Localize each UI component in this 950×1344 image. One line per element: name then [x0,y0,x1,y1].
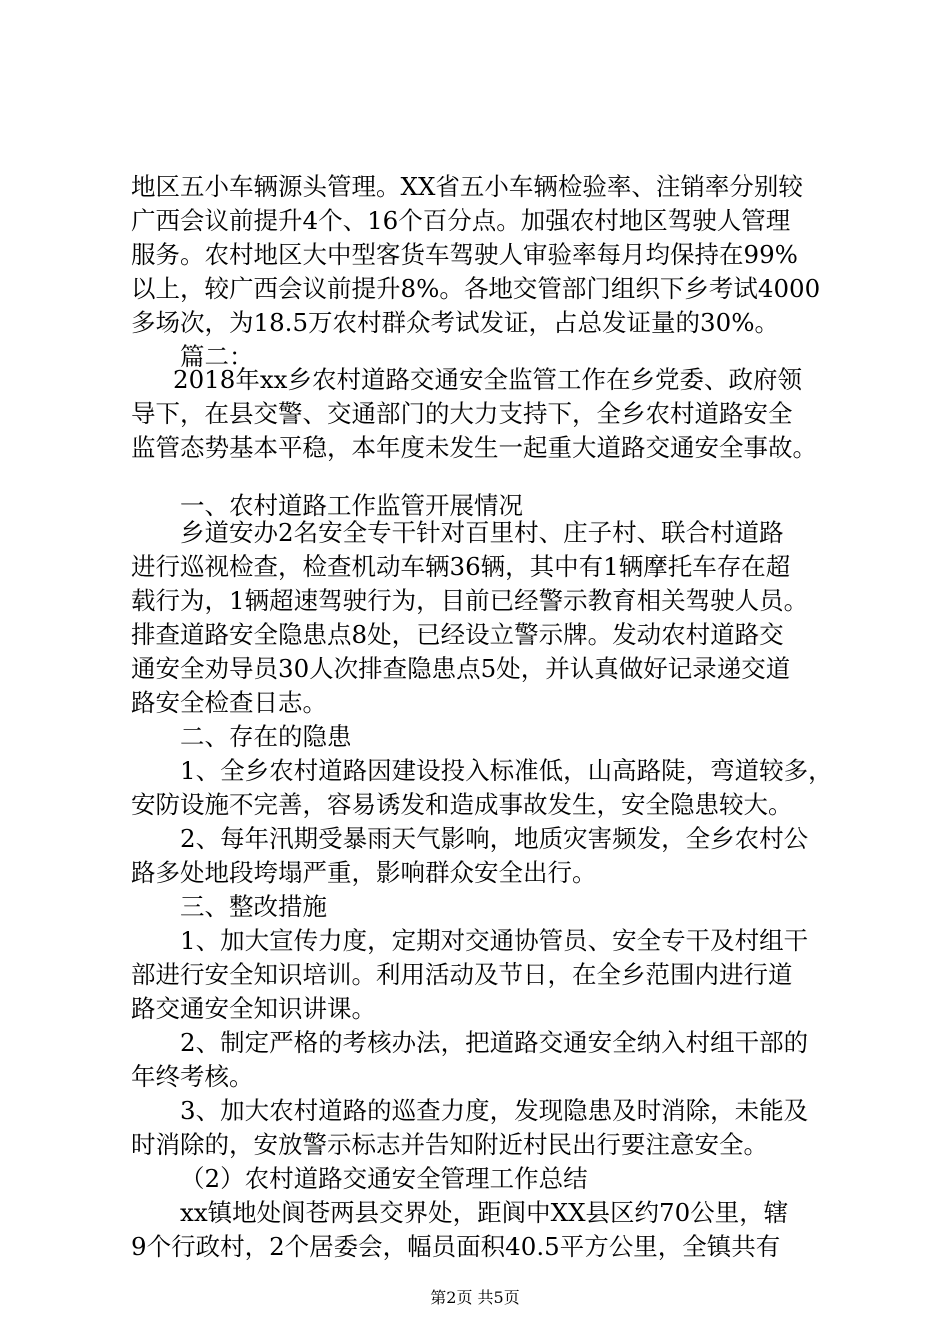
text-line: 时消除的，安放警示标志并告知附近村民出行要注意安全。 [131,1130,768,1159]
text-line: 部进行安全知识培训。利用活动及节日，在全乡范围内进行道 [131,960,793,989]
text-line: 9个行政村，2个居委会，幅员面积40.5平方公里，全镇共有 [131,1232,781,1261]
text-line: 以上，较广西会议前提升8%。各地交管部门组织下乡考试4000 [131,274,821,303]
text-line: 2、制定严格的考核办法，把道路交通安全纳入村组干部的 [180,1028,809,1057]
text-line: 地区五小车辆源头管理。XX省五小车辆检验率、注销率分别较 [131,172,803,201]
text-line: 路安全检查日志。 [131,688,327,717]
text-line: 进行巡视检查，检查机动车辆36辆，其中有1辆摩托车存在超 [131,552,791,581]
section-heading: 二、存在的隐患 [180,722,352,751]
text-line: 1、全乡农村道路因建设投入标准低，山高路陡，弯道较多， [180,756,833,785]
text-line: 路多处地段垮塌严重，影响群众安全出行。 [131,858,597,887]
section-heading: 一、农村道路工作监管开展情况 [180,491,523,520]
text-line: xx镇地处阆苍两县交界处，距阆中XX县区约70公里，辖 [180,1198,789,1227]
text-line: 1、加大宣传力度，定期对交通协管员、安全专干及村组干 [180,926,809,955]
text-line: 多场次，为18.5万农村群众考试发证，占总发证量的30%。 [131,308,780,337]
text-line: 广西会议前提升4个、16个百分点。加强农村地区驾驶人管理 [131,206,791,235]
text-line: 2018年xx乡农村道路交通安全监管工作在乡党委、政府领 [173,365,802,394]
text-line: 服务。农村地区大中型客货车驾驶人审验率每月均保持在99% [131,240,798,269]
text-line: 监管态势基本平稳，本年度未发生一起重大道路交通安全事故。 [131,433,817,462]
text-line: 3、加大农村道路的巡查力度，发现隐患及时消除，未能及 [180,1096,809,1125]
text-line: 载行为，1辆超速驾驶行为，目前已经警示教育相关驾驶人员。 [131,586,809,615]
text-line: 导下，在县交警、交通部门的大力支持下，全乡农村道路安全 [131,399,793,428]
text-line: 2、每年汛期受暴雨天气影响，地质灾害频发，全乡农村公 [180,824,809,853]
section-heading: 三、整改措施 [180,892,327,921]
text-line: 年终考核。 [131,1062,254,1091]
page-number-footer: 第2页 共5页 [430,1288,520,1307]
text-line: 乡道安办2名安全专干针对百里村、庄子村、联合村道路 [180,518,784,547]
section-heading: 篇二： [180,342,254,371]
text-line: 安防设施不完善，容易诱发和造成事故发生，安全隐患较大。 [131,790,793,819]
text-line: 排查道路安全隐患点8处，已经设立警示牌。发动农村道路交 [131,620,784,649]
text-line: 路交通安全知识讲课。 [131,994,376,1023]
section-heading: （2）农村道路交通安全管理工作总结 [180,1164,588,1193]
text-line: 通安全劝导员30人次排查隐患点5处，并认真做好记录递交道 [131,654,791,683]
